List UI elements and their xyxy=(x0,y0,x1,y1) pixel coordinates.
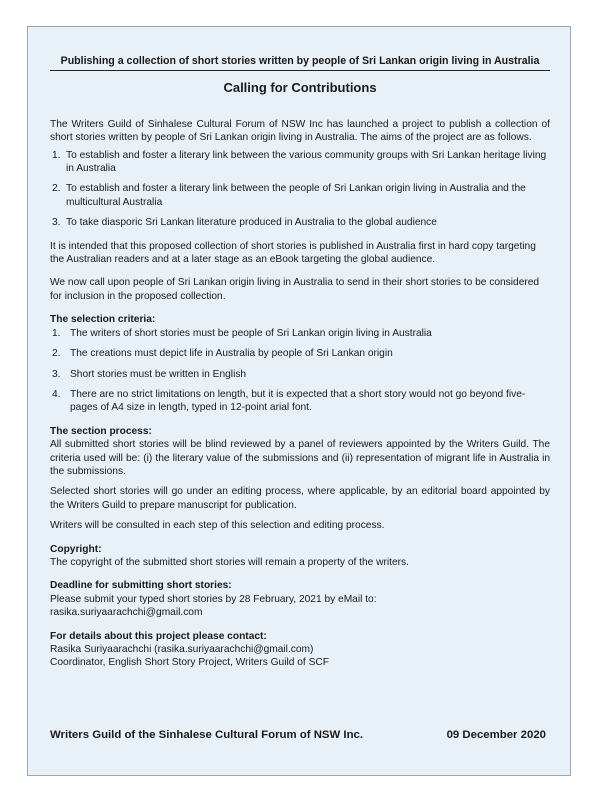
intent-paragraph: It is intended that this proposed collection of short stories is published in Australia first in hard copy targeting the Australian readers and at a later stage as an eBook targeting the global audience. xyxy=(50,240,536,266)
deadline-text: Please submit your typed short stories by 28 February, 2021 by eMail to: xyxy=(50,593,377,605)
criteria-heading: The selection criteria: xyxy=(50,314,156,326)
copyright-heading: Copyright: xyxy=(50,543,102,555)
process-paragraph-2: Selected short stories will go under an editing process, where applicable, by an editorial board appointed by the Writers Guild to prepare manuscript for publication. xyxy=(50,486,550,511)
contact-line-1: Rasika Suriyaarachchi (rasika.suriyaarachchi@gmail.com) xyxy=(50,644,314,655)
process-paragraph-3: Writers will be consulted in each step of this selection and editing process. xyxy=(50,520,385,532)
document-subtitle: Calling for Contributions xyxy=(223,80,377,96)
criteria-item: 1. The writers of short stories must be people of Sri Lankan origin living in Australia xyxy=(52,327,432,339)
intro-paragraph: The Writers Guild of Sinhalese Cultural Forum of NSW Inc has launched a project to publish a collection of short stories written by people of Sri Lankan origin living in Australia. The aims of the project are as follows. xyxy=(50,118,550,144)
criteria-item: 2. The creations must depict life in Australia by people of Sri Lankan origin xyxy=(52,348,393,360)
copyright-text: The copyright of the submitted short stories will remain a property of the writers. xyxy=(50,556,409,568)
document-footer xyxy=(50,729,550,741)
aim-item: 1. To establish and foster a literary link between the various community groups with Sri Lankan heritage living in Australia xyxy=(52,149,547,175)
document-content xyxy=(50,55,550,670)
process-heading: The section process: xyxy=(50,425,152,437)
footer-date: 09 December 2020 xyxy=(446,729,546,741)
aims-list xyxy=(50,149,550,230)
process-paragraph-1: All submitted short stories will be blind reviewed by a panel of reviewers appointed by the Writers Guild. The criteria used will be: (i) the literary value of the submissions and (ii) representation of migrant life in Australia in the submissions. xyxy=(50,439,550,477)
deadline-heading: Deadline for submitting short stories: xyxy=(50,580,232,592)
contact-heading: For details about this project please contact: xyxy=(50,630,267,642)
criteria-list xyxy=(50,327,550,415)
criteria-item: 3. Short stories must be written in English xyxy=(52,368,247,380)
deadline-email: rasika.suriyaarachchi@gmail.com xyxy=(50,607,203,619)
call-paragraph: We now call upon people of Sri Lankan origin living in Australia to send in their short stories to be considered for inclusion in the proposed collection. xyxy=(50,277,540,302)
contact-line-2: Coordinator, English Short Story Project, Writers Guild of SCF xyxy=(50,657,329,669)
criteria-item: 4. There are no strict limitations on length, but it is expected that a short story would not go beyond five-pages of A4 size in length, typed in 12-point arial font. xyxy=(52,388,526,414)
footer-organization: Writers Guild of the Sinhalese Cultural Forum of NSW Inc. xyxy=(50,729,364,741)
aim-item: 3. To take diasporic Sri Lankan literature produced in Australia to the global audience xyxy=(52,217,437,229)
document-title: Publishing a collection of short stories written by people of Sri Lankan origin living in Australia xyxy=(50,55,550,71)
aim-item: 2. To establish and foster a literary link between the people of Sri Lankan origin living in Australia and the multicultural Australia xyxy=(52,183,526,208)
